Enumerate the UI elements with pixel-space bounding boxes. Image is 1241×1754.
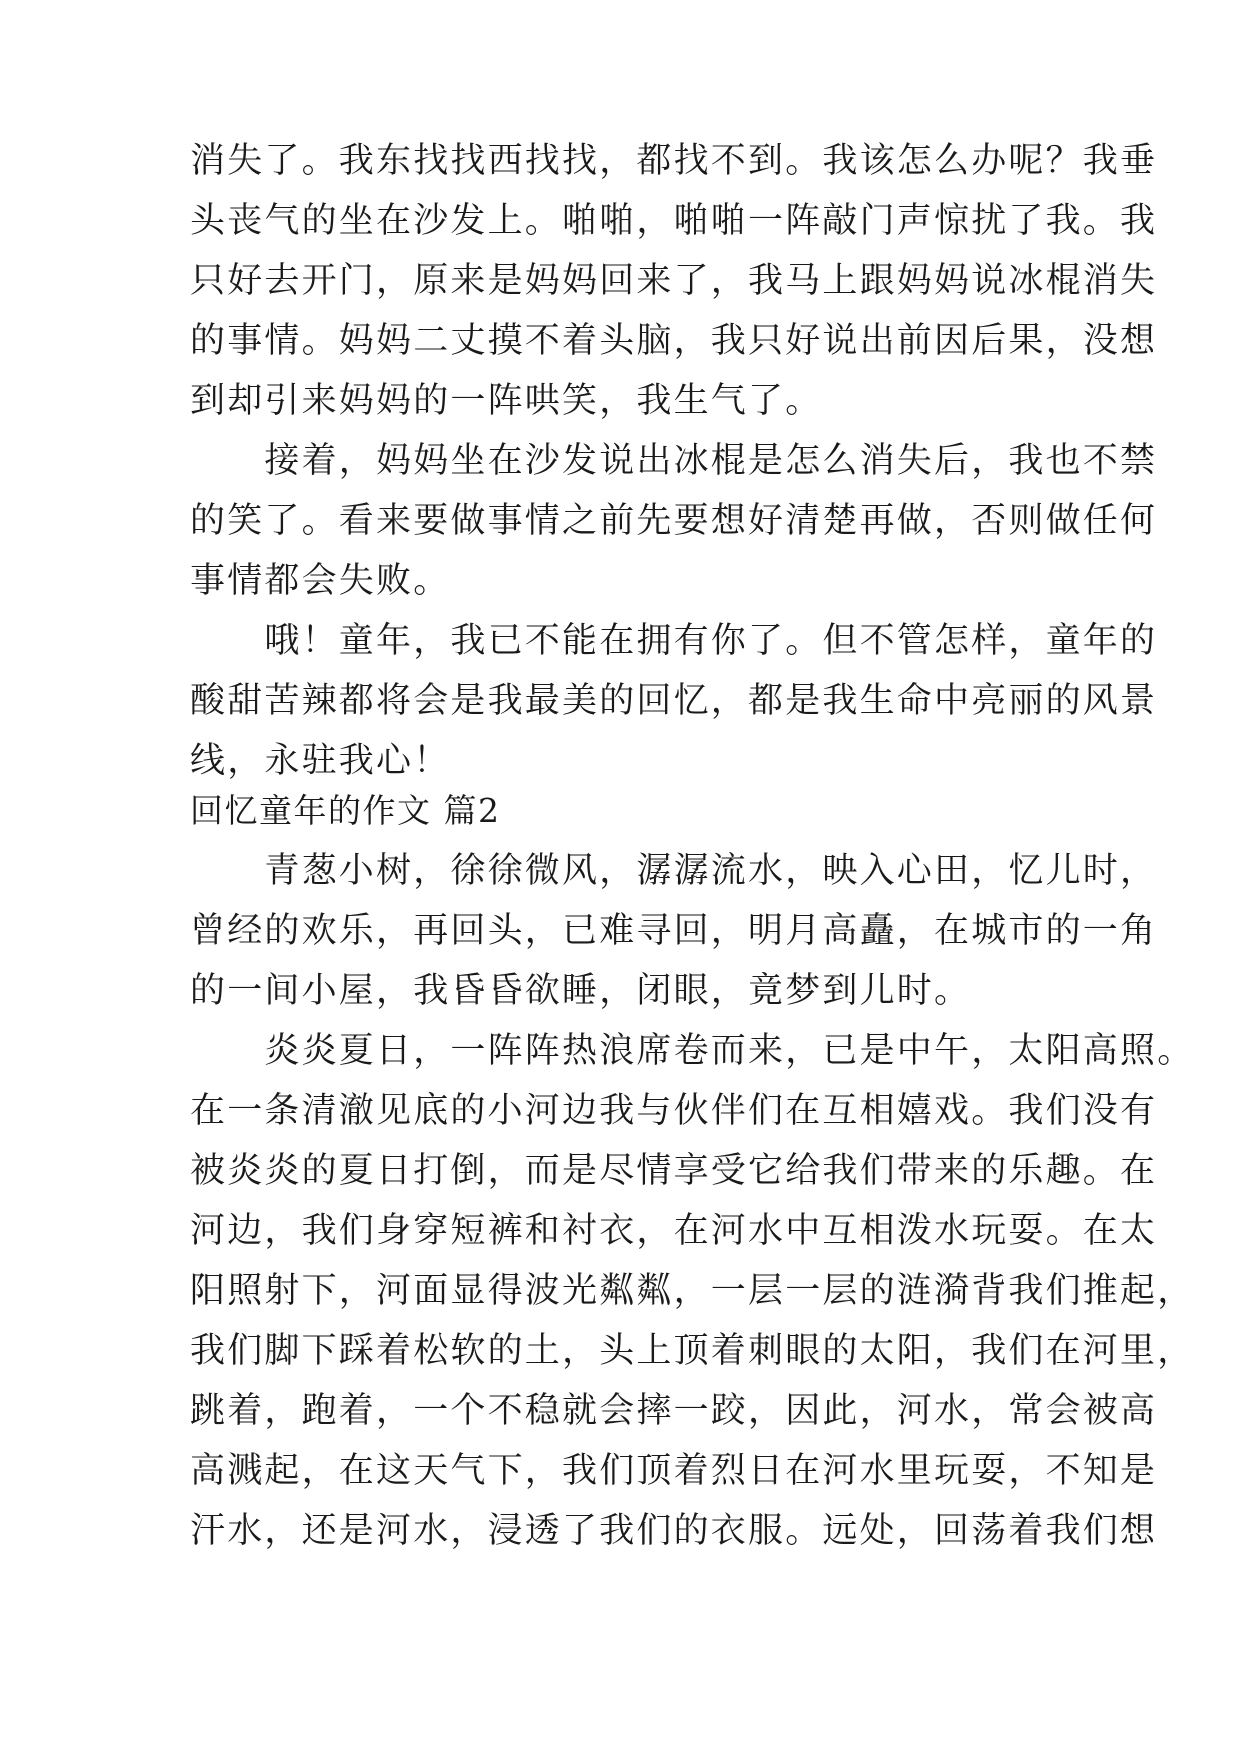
text-line: 在一条清澈见底的小河边我与伙伴们在互相嬉戏。我们没有 bbox=[190, 1091, 1158, 1131]
section-heading: 回忆童年的作文 篇2 bbox=[190, 791, 501, 830]
text-line: 的一间小屋，我昏昏欲睡，闭眼，竟梦到儿时。 bbox=[190, 971, 972, 1011]
text-line: 的笑了。看来要做事情之前先要想好清楚再做，否则做任何 bbox=[190, 501, 1158, 541]
text-line: 河边，我们身穿短裤和衬衣，在河水中互相泼水玩耍。在太 bbox=[190, 1211, 1158, 1251]
text-line: 只好去开门，原来是妈妈回来了，我马上跟妈妈说冰棍消失 bbox=[190, 261, 1158, 301]
text-line: 我们脚下踩着松软的土，头上顶着刺眼的太阳，我们在河里， bbox=[190, 1331, 1195, 1371]
text-line: 线，永驻我心！ bbox=[190, 741, 451, 781]
text-line: 消失了。我东找找西找找，都找不到。我该怎么办呢？我垂 bbox=[190, 141, 1158, 181]
text-line: 接着，妈妈坐在沙发说出冰棍是怎么消失后，我也不禁 bbox=[190, 441, 1158, 481]
text-line: 事情都会失败。 bbox=[190, 561, 451, 601]
text-line: 头丧气的坐在沙发上。啪啪，啪啪一阵敲门声惊扰了我。我 bbox=[190, 201, 1158, 241]
text-line: 炎炎夏日，一阵阵热浪席卷而来，已是中午，太阳高照。 bbox=[190, 1031, 1195, 1071]
text-line: 哦！童年，我已不能在拥有你了。但不管怎样，童年的 bbox=[190, 621, 1158, 661]
text-line: 高溅起，在这天气下，我们顶着烈日在河水里玩耍，不知是 bbox=[190, 1451, 1158, 1491]
text-line: 曾经的欢乐，再回头，已难寻回，明月高矗，在城市的一角 bbox=[190, 911, 1158, 951]
text-line: 青葱小树，徐徐微风，潺潺流水，映入心田，忆儿时， bbox=[190, 851, 1158, 891]
text-line: 酸甜苦辣都将会是我最美的回忆，都是我生命中亮丽的风景 bbox=[190, 681, 1158, 721]
text-line: 汗水，还是河水，浸透了我们的衣服。远处，回荡着我们想 bbox=[190, 1511, 1158, 1551]
text-line: 阳照射下，河面显得波光粼粼，一层一层的涟漪背我们推起， bbox=[190, 1271, 1195, 1311]
text-line: 被炎炎的夏日打倒，而是尽情享受它给我们带来的乐趣。在 bbox=[190, 1151, 1158, 1191]
text-line: 的事情。妈妈二丈摸不着头脑，我只好说出前因后果，没想 bbox=[190, 321, 1158, 361]
text-line: 跳着，跑着，一个不稳就会摔一跤，因此，河水，常会被高 bbox=[190, 1391, 1158, 1431]
text-line: 到却引来妈妈的一阵哄笑，我生气了。 bbox=[190, 381, 823, 421]
